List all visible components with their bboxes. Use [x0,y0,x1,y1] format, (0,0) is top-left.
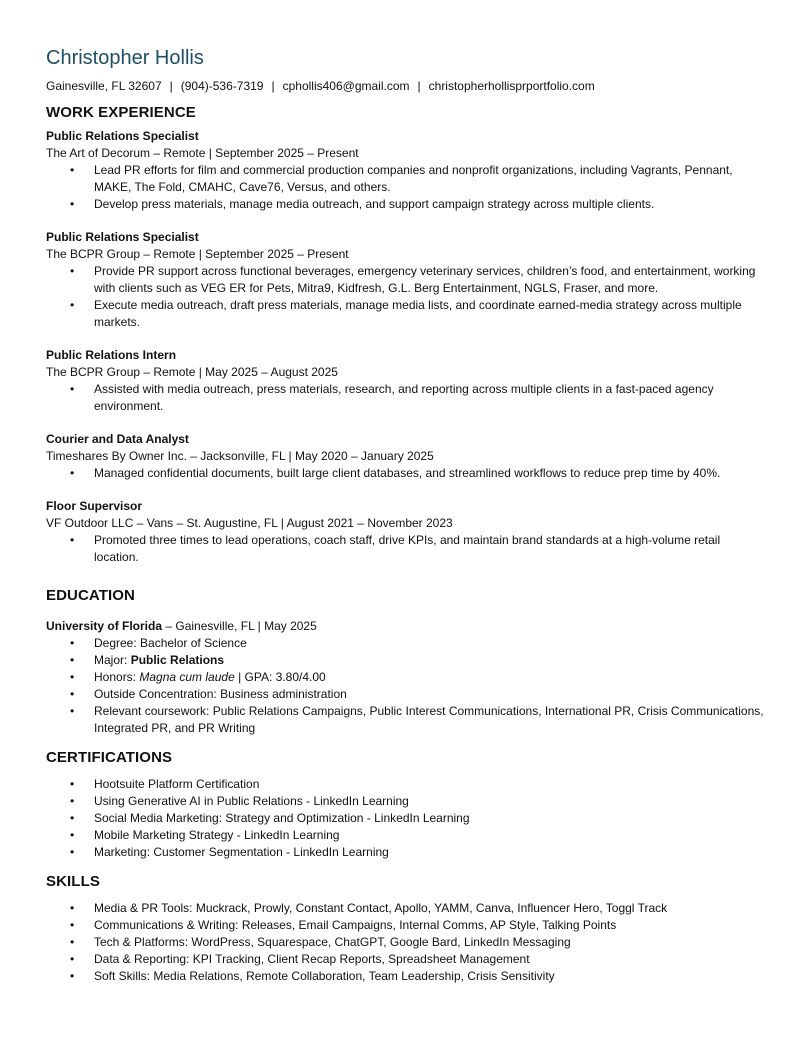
skill-item: • Communications & Writing: Releases, Email Campaigns, Internal Comms, AP Style, Talking Points [46,917,766,934]
education-degree: • Degree: Bachelor of Science [46,635,766,652]
skills-heading: SKILLS [46,873,100,890]
job-bullets [46,465,766,482]
contact-separator: | [417,79,421,93]
job-meta: The Art of Decorum – Remote | September 2025 – Present [46,146,359,160]
education-bullets [46,635,766,737]
skill-item: • Data & Reporting: KPI Tracking, Client Recap Reports, Spreadsheet Management [46,951,766,968]
job-entry [46,347,766,415]
job-title: Public Relations Specialist [46,230,199,244]
certification-item: • Hootsuite Platform Certification [46,776,766,793]
education-honors [46,669,766,686]
job-bullets [46,532,766,566]
job-title: Floor Supervisor [46,499,143,513]
job-bullet: • Managed confidential documents, built large client databases, and streamlined workflows to reduce prep time by 40%. [46,465,766,482]
job-meta: The BCPR Group – Remote | May 2025 – August 2025 [46,365,338,379]
honors-value: Magna cum laude [139,670,235,684]
contact-phone: (904)-536-7319 [180,79,264,93]
job-title: Public Relations Specialist [46,129,199,143]
job-entry [46,229,766,331]
school-name: University of Florida [46,619,163,633]
skills-list [46,900,766,985]
certification-item: • Mobile Marketing Strategy - LinkedIn Learning [46,827,766,844]
job-bullets [46,381,766,415]
major-label: Major: [94,653,131,667]
certification-item: • Marketing: Customer Segmentation - LinkedIn Learning [46,844,766,861]
job-bullet: • Promoted three times to lead operations, coach staff, drive KPIs, and maintain brand standards at a high-volume retail location. [46,532,766,566]
work-experience-heading: WORK EXPERIENCE [46,104,196,121]
job-bullets [46,263,766,331]
contact-location: Gainesville, FL 32607 [46,79,162,93]
education-heading: EDUCATION [46,587,135,604]
job-bullet: • Execute media outreach, draft press materials, manage media lists, and coordinate earned-media strategy across multiple markets. [46,297,766,331]
job-meta: Timeshares By Owner Inc. – Jacksonville, FL | May 2020 – January 2025 [46,449,434,463]
job-entry [46,128,766,213]
job-bullet: • Provide PR support across functional beverages, emergency veterinary services, children’s food, and entertainment, working with clients such as VEG ER for Pets, Mitra9, Kidfresh, G.L. Berg Entertainment, NGLS, Fraser, and more. [46,263,766,297]
contact-separator: | [271,79,275,93]
job-bullet: • Assisted with media outreach, press materials, research, and reporting across multiple clients in a fast-paced agency environment. [46,381,766,415]
major-value: Public Relations [130,653,225,667]
job-meta: The BCPR Group – Remote | September 2025 – Present [46,247,349,261]
resume-page [46,44,766,985]
certifications-list [46,776,766,861]
contact-portfolio: christopherhollisprportfolio.com [428,79,595,93]
skill-item: • Media & PR Tools: Muckrack, Prowly, Constant Contact, Apollo, YAMM, Canva, Influencer Hero, Toggl Track [46,900,766,917]
education-school-line [46,618,766,635]
contact-email: cphollis406@gmail.com [282,79,410,93]
job-bullet: • Lead PR efforts for film and commercial production companies and nonprofit organizations, including Vagrants, Pennant, MAKE, The Fold, CMAHC, Cave76, Versus, and others. [46,162,766,196]
education-major [46,652,766,669]
honors-label: Honors: [94,670,140,684]
skill-item: • Tech & Platforms: WordPress, Squarespace, ChatGPT, Google Bard, LinkedIn Messaging [46,934,766,951]
education-coursework: • Relevant coursework: Public Relations Campaigns, Public Interest Communications, International PR, Crisis Communications, Integrated PR, and PR Writing [46,703,766,737]
certification-item: • Social Media Marketing: Strategy and Optimization - LinkedIn Learning [46,810,766,827]
certification-item: • Using Generative AI in Public Relations - LinkedIn Learning [46,793,766,810]
contact-separator: | [169,79,173,93]
job-meta: VF Outdoor LLC – Vans – St. Augustine, FL | August 2021 – November 2023 [46,516,453,530]
contact-line [46,78,766,95]
education-concentration: • Outside Concentration: Business administration [46,686,766,703]
school-meta: – Gainesville, FL | May 2025 [162,619,317,633]
job-bullets [46,162,766,213]
certifications-heading: CERTIFICATIONS [46,749,173,766]
job-entry [46,498,766,566]
job-title: Public Relations Intern [46,348,177,362]
skill-item: • Soft Skills: Media Relations, Remote Collaboration, Team Leadership, Crisis Sensitivity [46,968,766,985]
honors-gpa: | GPA: 3.80/4.00 [234,670,326,684]
job-bullet: • Develop press materials, manage media outreach, and support campaign strategy across multiple clients. [46,196,766,213]
job-entry [46,431,766,482]
candidate-name: Christopher Hollis [46,47,204,69]
job-title: Courier and Data Analyst [46,432,189,446]
